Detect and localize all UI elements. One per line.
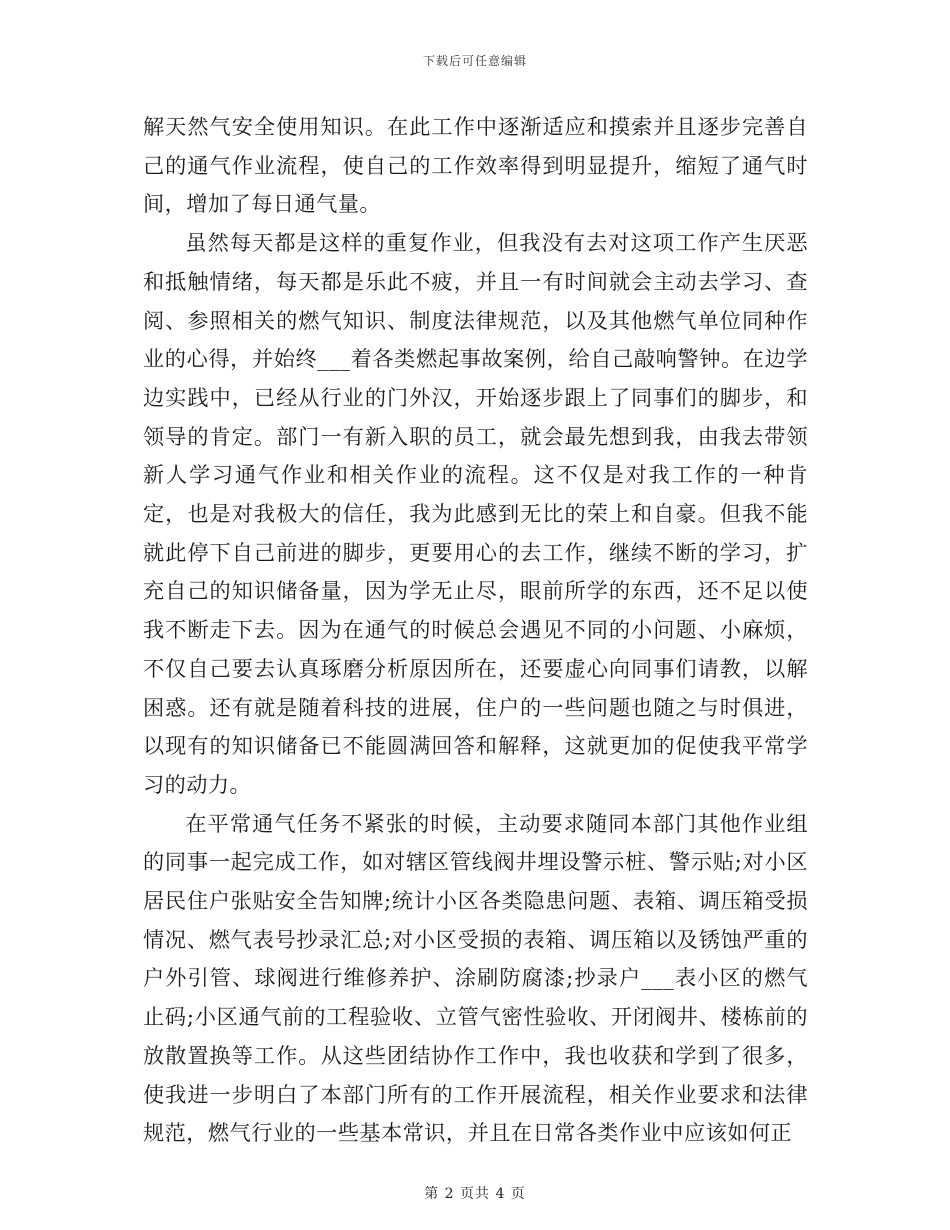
page-number-footer: 第 2 页共 4 页 [424,1186,526,1202]
paragraph-daily-work: 虽然每天都是这样的重复作业，但我没有去对这项工作产生厌恶和抵触情绪，每天都是乐此不疲，并且一有时间就会主动去学习、查阅、参照相关的燃气知识、制度法律规范，以及其他燃气单位同种作业的心得，并始终___着各类燃起事故案例，给自己敲响警钟。在边学边实践中，已经从行业的门外汉，开始逐步跟上了同事们的脚步，和领导的肯定。部门一有新入职的员工，就会最先想到我，由我去带领新人学习通气作业和相关作业的流程。这不仅是对我工作的一种肯定，也是对我极大的信任，我为此感到无比的荣上和自豪。但我不能就此停下自己前进的脚步，更要用心的去工作，继续不断的学习，扩充自己的知识储备量，因为学无止尽，眼前所学的东西，还不足以使我不断走下去。因为在通气的时候总会遇见不同的小问题、小麻烦，不仅自己要去认真琢磨分析原因所在，还要虚心向同事们请教，以解困惑。还有就是随着科技的进展，住户的一些问题也随之与时俱进，以现有的知识储备已不能圆满回答和解释，这就更加的促使我平常学习的动力。 [143,230,808,797]
paragraph-team-cooperation: 在平常通气任务不紧张的时候，主动要求随同本部门其他作业组的同事一起完成工作，如对辖区管线阀井埋设警示桩、警示贴;对小区居民住户张贴安全告知牌;统计小区各类隐患问题、表箱、调压箱受损情况、燃气表号抄录汇总;对小区受损的表箱、调压箱以及锈蚀严重的户外引管、球阀进行维修养护、涂刷防腐漆;抄录户___表小区的燃气止码;小区通气前的工程验收、立管气密性验收、开闭阀井、楼栋前的放散置换等工作。从这些团结协作工作中，我也收获和学到了很多，使我进一步明白了本部门所有的工作开展流程，相关作业要求和法律规范，燃气行业的一些基本常识，并且在日常各类作业中应该如何正 [143,810,808,1146]
paragraph-continuation: 解天然气安全使用知识。在此工作中逐渐适应和摸索并且逐步完善自己的通气作业流程，使自己的工作效率得到明显提升，缩短了通气时间，增加了每日通气量。 [143,114,808,217]
page-header-note: 下载后可任意编辑 [422,54,527,68]
document-body [143,108,808,1153]
